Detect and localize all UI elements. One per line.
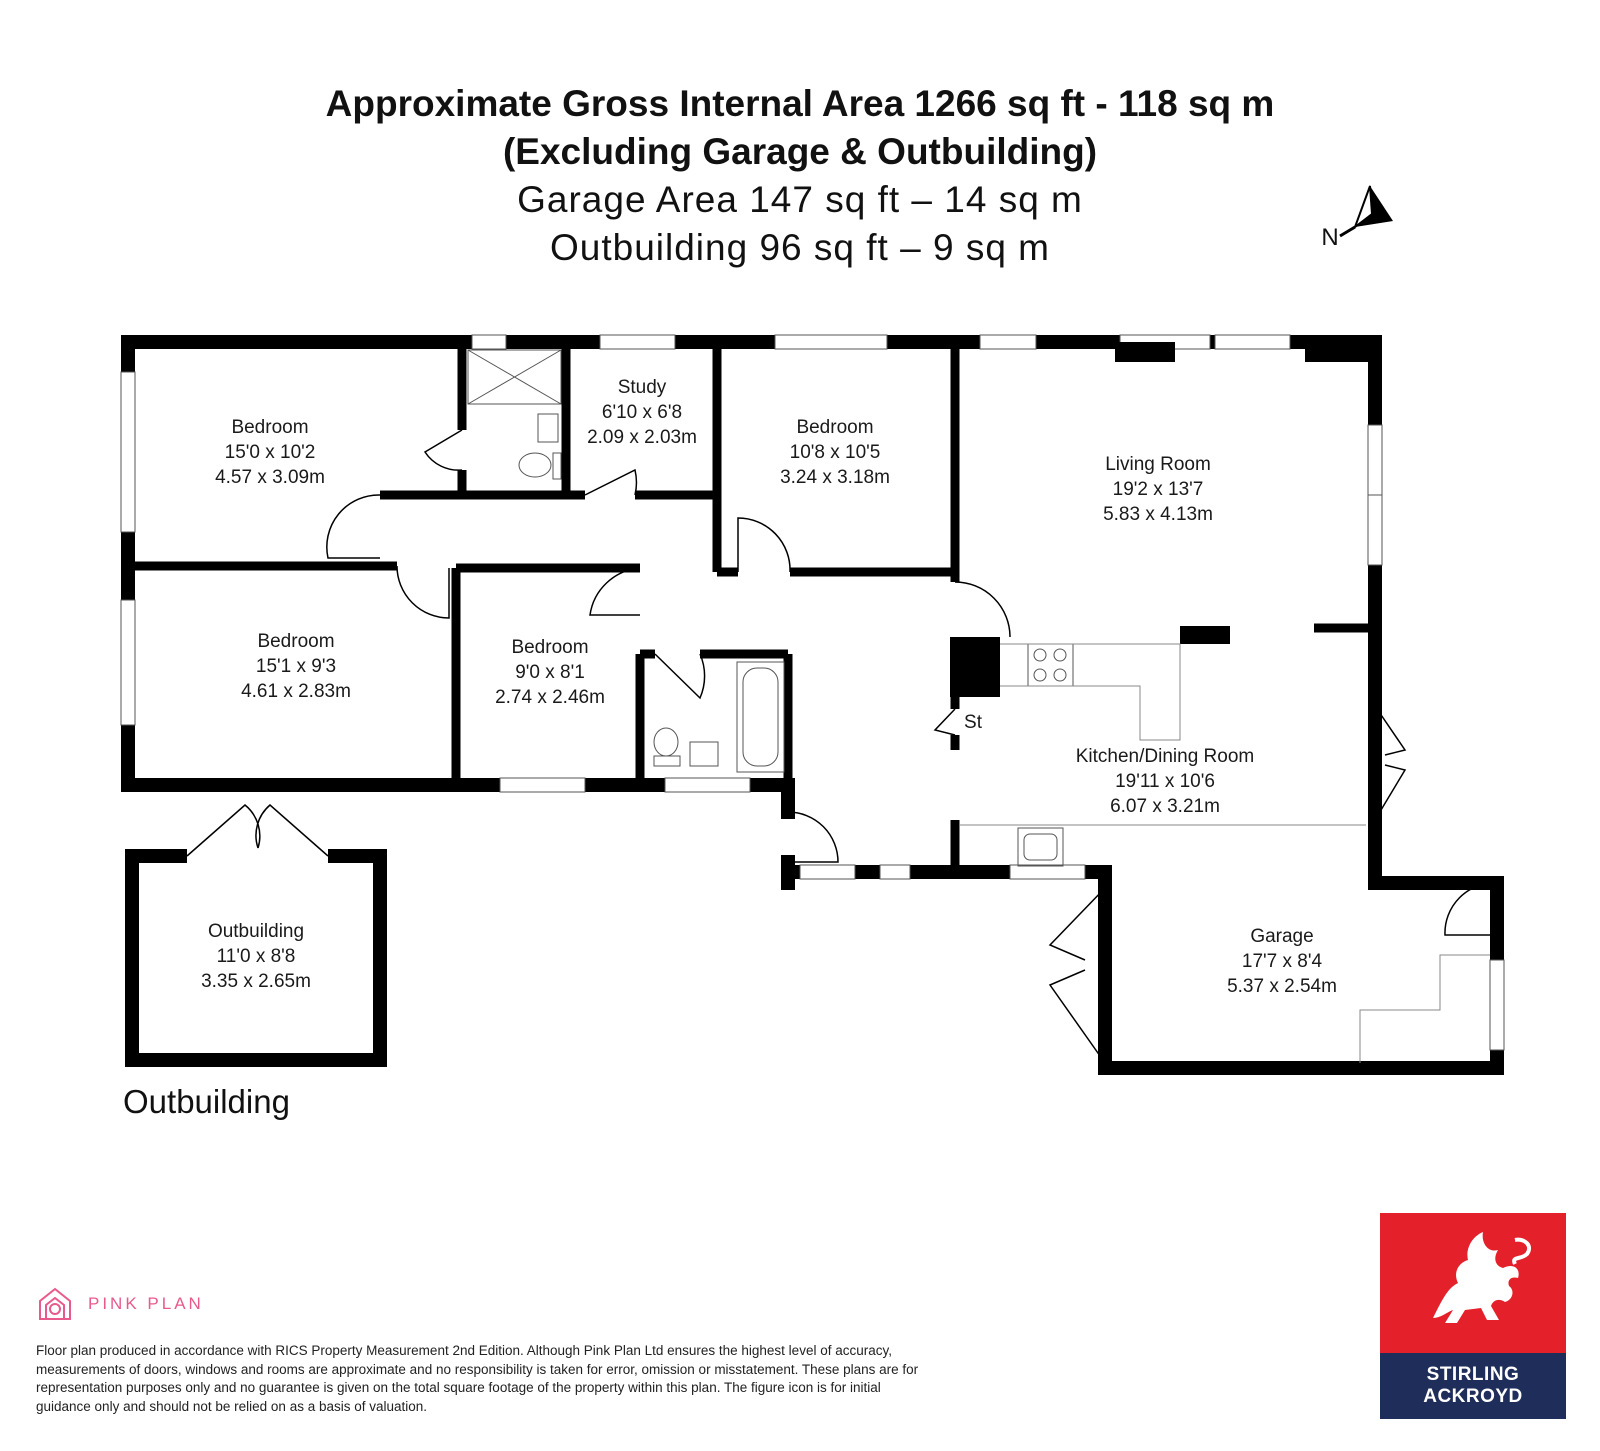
room-name: Outbuilding <box>207 921 305 942</box>
room-imperial: 15'1 x 9'3 <box>255 656 337 677</box>
griffin-icon <box>1380 1213 1566 1353</box>
north-label: N <box>1321 224 1339 251</box>
room-imperial: 10'8 x 10'5 <box>789 442 881 463</box>
room-metric: 4.61 x 2.83m <box>241 681 351 702</box>
room-name: Kitchen/Dining Room <box>1075 746 1255 767</box>
room-name: Bedroom <box>796 417 874 438</box>
room-name: Living Room <box>1105 454 1211 475</box>
outbuilding-doors <box>187 805 328 856</box>
bath-icon <box>737 662 784 772</box>
disclaimer-text: Floor plan produced in accordance with RICS Property Measurement 2nd Edition. Although Pink Plan Ltd ensures the highest level of accuracy, measurements of doors, windows and rooms are approximate and no responsibility is taken for error, omission or misstatement. These plans are for representation purposes only and no guarantee is given on the total square footage of the property within this plan. The figure icon is for initial guidance only and should not be relied on as a basis of valuation. <box>36 1343 919 1414</box>
brand-line-2: ACKROYD <box>1423 1386 1523 1407</box>
pinkplan-name: PINK PLAN <box>88 1294 204 1313</box>
outbuilding-area: Outbuilding 96 sq ft – 9 sq m <box>550 227 1050 268</box>
garage-area: Garage Area 147 sq ft – 14 sq m <box>517 179 1083 220</box>
room-living <box>1103 454 1213 525</box>
brand-wordmark <box>1380 1353 1566 1419</box>
room-bedroom-3 <box>241 631 351 702</box>
exclusion-note: (Excluding Garage & Outbuilding) <box>502 131 1098 172</box>
room-name: Garage <box>1250 926 1314 947</box>
pinkplan-logo <box>36 1285 204 1323</box>
room-store <box>964 712 983 733</box>
room-name: Bedroom <box>511 637 589 658</box>
outbuilding-caption: Outbuilding <box>123 1083 290 1120</box>
room-imperial: 6'10 x 6'8 <box>601 402 683 423</box>
room-metric: 2.09 x 2.03m <box>587 427 697 448</box>
room-bedroom-1 <box>215 417 325 488</box>
room-outbuilding <box>201 921 311 992</box>
room-metric: 5.83 x 4.13m <box>1103 504 1213 525</box>
room-imperial: 19'11 x 10'6 <box>1115 771 1215 792</box>
agent-brand-logo <box>1380 1213 1566 1419</box>
sink-icon <box>1018 828 1063 866</box>
gross-area-title: Approximate Gross Internal Area 1266 sq ft - 118 sq m <box>325 83 1275 124</box>
room-imperial: 15'0 x 10'2 <box>224 442 316 463</box>
room-imperial: 19'2 x 13'7 <box>1112 479 1204 500</box>
room-imperial: 17'7 x 8'4 <box>1241 951 1323 972</box>
room-bedroom-4 <box>495 637 605 708</box>
room-metric: 5.37 x 2.54m <box>1227 976 1337 997</box>
room-name: Bedroom <box>231 417 309 438</box>
toilet-icon <box>519 414 561 479</box>
room-metric: 6.07 x 3.21m <box>1110 796 1220 817</box>
room-study <box>587 377 697 448</box>
room-name: St <box>964 712 982 733</box>
room-imperial: 9'0 x 8'1 <box>515 662 585 683</box>
room-name: Study <box>617 377 667 398</box>
room-metric: 3.24 x 3.18m <box>780 467 890 488</box>
room-metric: 3.35 x 2.65m <box>201 971 311 992</box>
garage-stair-outline <box>1360 955 1490 1063</box>
brand-line-1: STIRLING <box>1426 1364 1520 1385</box>
hob-icon <box>1028 644 1073 686</box>
room-metric: 4.57 x 3.09m <box>215 467 325 488</box>
shower-icon <box>468 350 561 404</box>
room-kitchen-dining <box>1076 746 1254 817</box>
north-arrow-icon <box>1321 186 1393 251</box>
bathroom-toilet-icon <box>654 728 718 766</box>
interior-walls <box>128 342 1375 872</box>
room-metric: 2.74 x 2.46m <box>495 687 605 708</box>
house-logo-icon <box>36 1285 74 1323</box>
room-imperial: 11'0 x 8'8 <box>216 946 296 967</box>
room-garage <box>1227 926 1337 997</box>
room-name: Bedroom <box>257 631 335 652</box>
room-bedroom-2 <box>780 417 890 488</box>
